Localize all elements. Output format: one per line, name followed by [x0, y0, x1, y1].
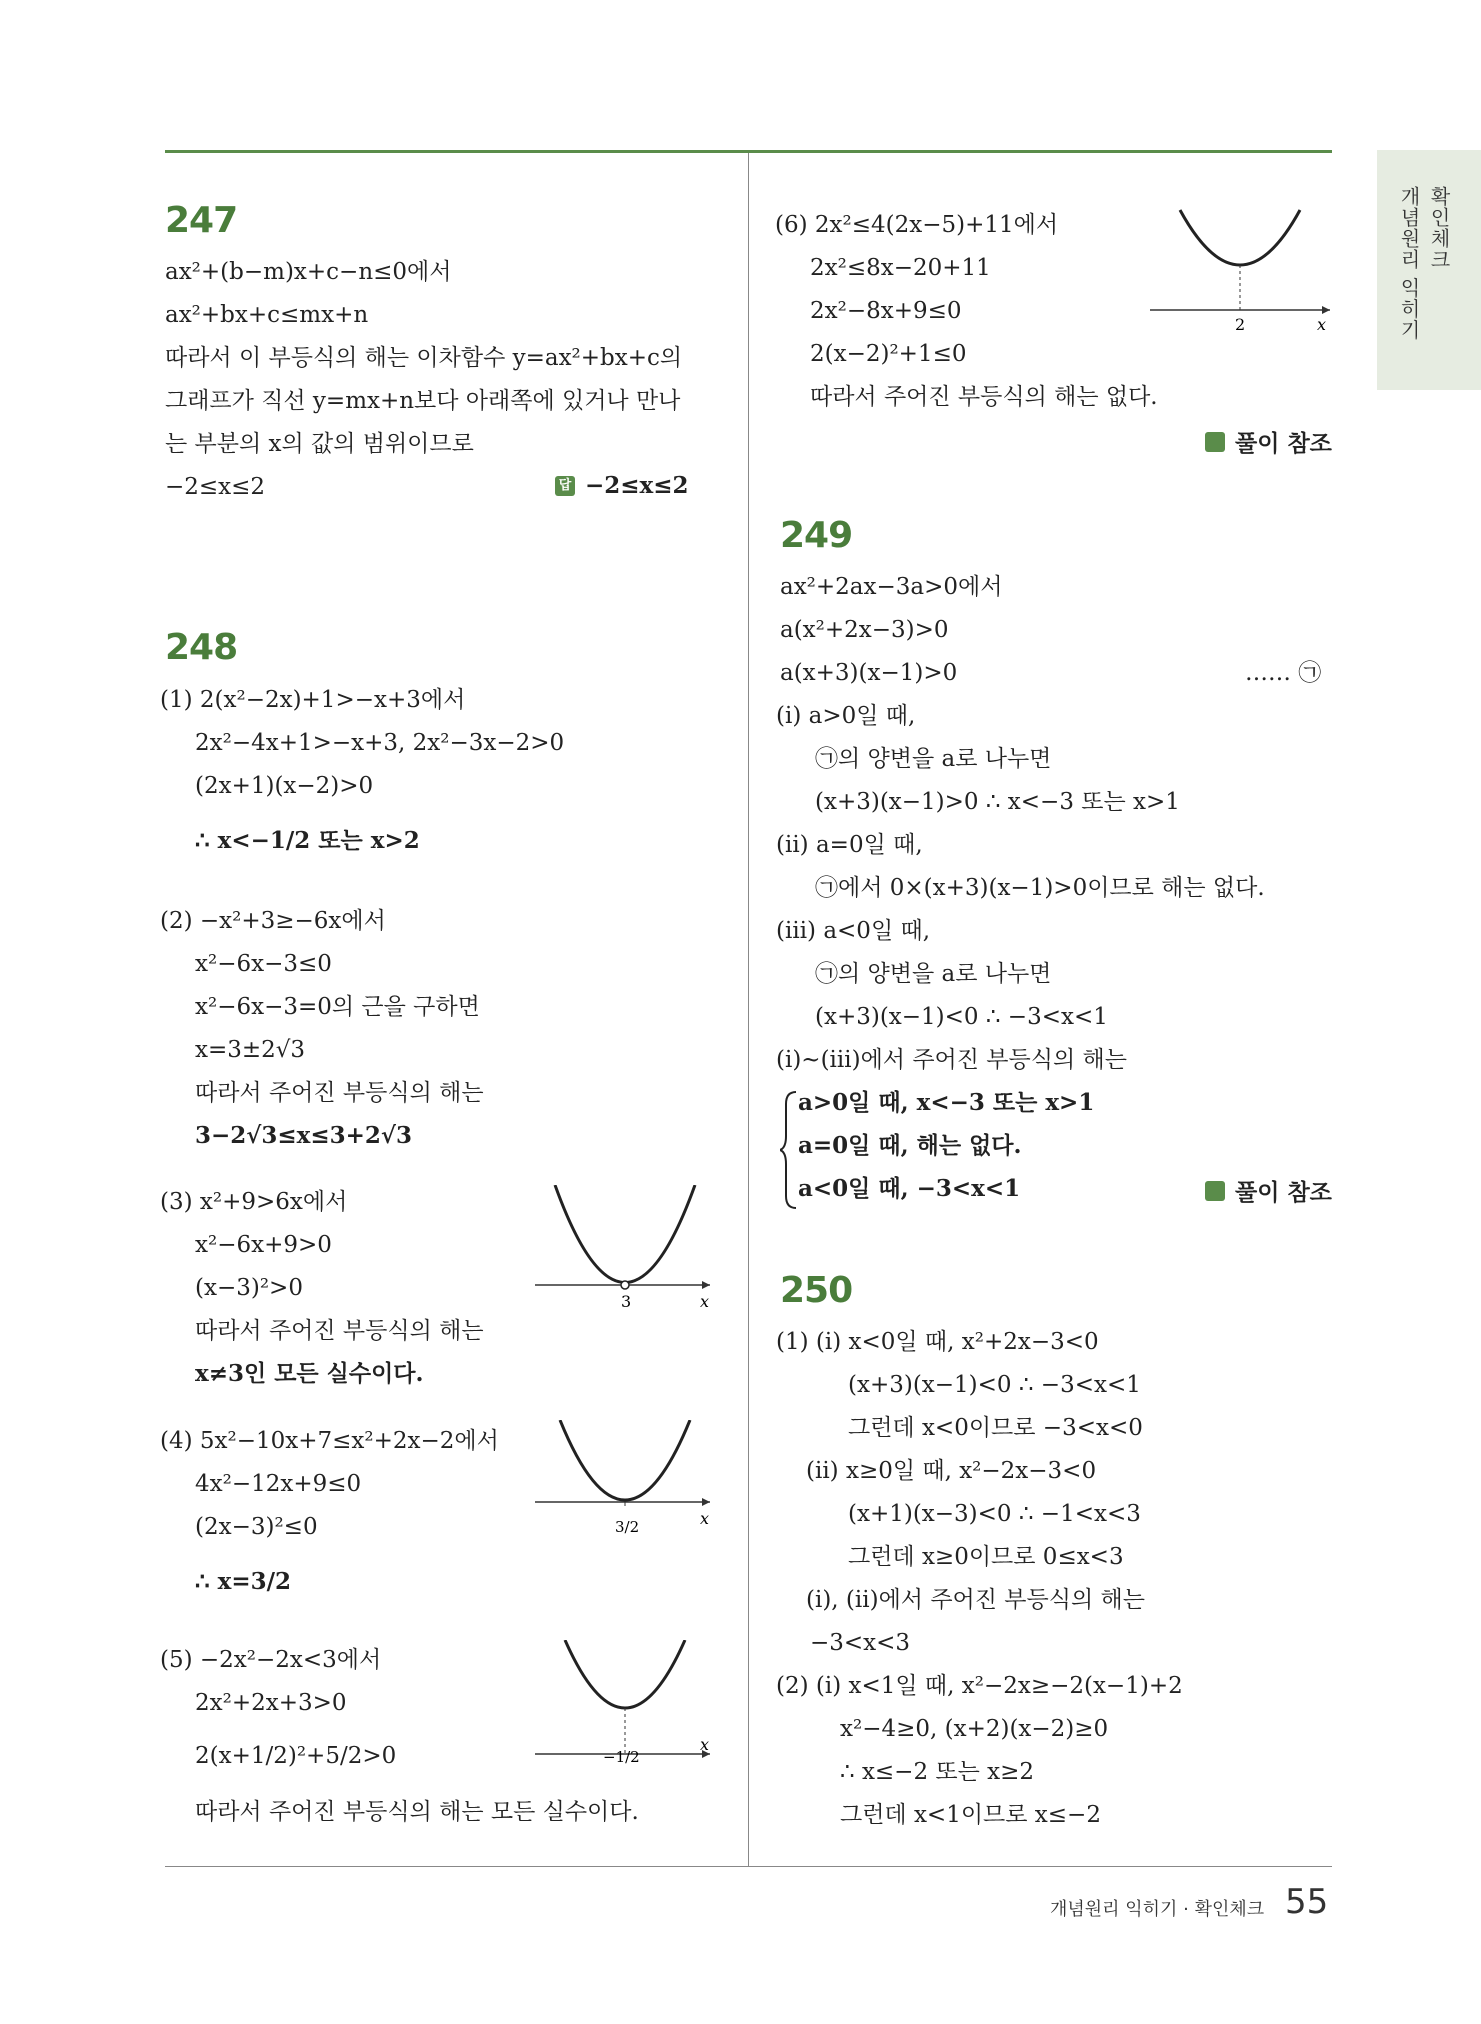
p249-equation-marker: …… ㉠ [1245, 660, 1322, 686]
p248-s5: (5) −2x²−2x<3에서 [160, 1647, 382, 1673]
p249-case: a=0일 때, 해는 없다. [798, 1132, 1022, 1159]
section-tab [1377, 150, 1481, 390]
p249-line: (ⅲ) a<0일 때, [776, 918, 931, 944]
p248-s3: (x−3)²>0 [195, 1275, 303, 1301]
problem-number-248: 248 [165, 627, 238, 668]
p249-line: (x+3)(x−1)<0 ∴ −3<x<1 [815, 1004, 1108, 1030]
graph-tick: 3 [621, 1292, 632, 1311]
problem-number-249: 249 [780, 515, 853, 556]
graph-axis-label: x [700, 1292, 710, 1311]
p248-s1: ∴ x<−1/2 또는 x>2 [195, 827, 420, 854]
parabola-graph-4 [535, 1420, 715, 1550]
parabola-graph-6 [1145, 205, 1335, 335]
p248-s2: (2) −x²+3≥−6x에서 [160, 908, 386, 934]
p248-s4: ∴ x=3/2 [195, 1568, 292, 1595]
p249-line: ㉠의 양변을 a로 나누면 [815, 961, 1052, 987]
graph-tick: 2 [1235, 315, 1246, 334]
p248-s6: 2x²−8x+9≤0 [810, 298, 962, 324]
p248-s1: (2x+1)(x−2)>0 [195, 773, 374, 799]
problem-number-250: 250 [780, 1270, 853, 1311]
p249-case: a<0일 때, −3<x<1 [798, 1175, 1021, 1202]
p248-s5: 2x²+2x+3>0 [195, 1690, 347, 1716]
footer-text: 개념원리 익히기 · 확인체크 [1050, 1899, 1265, 1920]
p248-s3: (3) x²+9>6x에서 [160, 1189, 348, 1215]
p248-s6: (6) 2x²≤4(2x−5)+11에서 [775, 212, 1059, 238]
p250-line: (1) (ⅰ) x<0일 때, x²+2x−3<0 [776, 1329, 1099, 1355]
p247-line: 따라서 이 부등식의 해는 이차함수 y=ax²+bx+c의 [165, 345, 683, 371]
p248-s1: (1) 2(x²−2x)+1>−x+3에서 [160, 687, 466, 713]
p250-line: −3<x<3 [810, 1630, 911, 1656]
p250-line: 그런데 x≥0이므로 0≤x<3 [848, 1544, 1124, 1570]
p248-s2: 3−2√3≤x≤3+2√3 [195, 1122, 413, 1149]
p247-line: ax²+bx+c≤mx+n [165, 302, 369, 328]
answer-badge-icon [1205, 1181, 1225, 1201]
p248-s1: 2x²−4x+1>−x+3, 2x²−3x−2>0 [195, 730, 565, 756]
p247-line: −2≤x≤2 [165, 474, 266, 500]
section-tab-label-2: 확인체크 [1427, 186, 1451, 270]
p249-line: ㉠에서 0×(x+3)(x−1)>0이므로 해는 없다. [815, 875, 1265, 901]
p247-answer [555, 472, 689, 499]
column-divider [748, 153, 749, 1866]
p248-s5: 따라서 주어진 부등식의 해는 모든 실수이다. [195, 1799, 639, 1825]
p248-s2: x=3±2√3 [195, 1037, 306, 1063]
p250-line: (ⅰ), (ⅱ)에서 주어진 부등식의 해는 [806, 1587, 1145, 1613]
parabola-graph-3 [535, 1185, 715, 1315]
bottom-rule [165, 1866, 1332, 1867]
p249-line: ㉠의 양변을 a로 나누면 [815, 746, 1052, 772]
p248-s3: x²−6x+9>0 [195, 1232, 332, 1258]
p250-line: (x+3)(x−1)<0 ∴ −3<x<1 [848, 1372, 1141, 1398]
p247-line: 는 부분의 x의 값의 범위이므로 [165, 431, 474, 457]
graph-axis-label: x [1317, 315, 1327, 334]
p248-s6: 2x²≤8x−20+11 [810, 255, 991, 281]
p248-s3: x≠3인 모든 실수이다. [195, 1360, 424, 1387]
p249-case: a>0일 때, x<−3 또는 x>1 [798, 1089, 1095, 1116]
section-tab-label-1: 개념원리 익히기 [1397, 186, 1421, 341]
graph-tick: −1/2 [603, 1748, 640, 1766]
p248-reference-text: 풀이 참조 [1235, 431, 1332, 457]
p248-s3: 따라서 주어진 부등식의 해는 [195, 1318, 484, 1344]
p248-s6: 2(x−2)²+1≤0 [810, 341, 967, 367]
p249-line: a(x²+2x−3)>0 [780, 617, 949, 643]
p247-answer-text: −2≤x≤2 [585, 472, 689, 499]
p247-line: 그래프가 직선 y=mx+n보다 아래쪽에 있거나 만나 [165, 388, 681, 414]
answer-badge-icon [1205, 432, 1225, 452]
p248-s4: 4x²−12x+9≤0 [195, 1471, 362, 1497]
p249-reference [1205, 1174, 1332, 1207]
graph-tick: 3/2 [615, 1518, 640, 1536]
p250-line: x²−4≥0, (x+2)(x−2)≥0 [840, 1716, 1109, 1742]
p248-s4: (4) 5x²−10x+7≤x²+2x−2에서 [160, 1428, 499, 1454]
p248-s5: 2(x+1/2)²+5/2>0 [195, 1743, 397, 1769]
graph-axis-label: x [700, 1509, 710, 1528]
p250-line: 그런데 x<0이므로 −3<x<0 [848, 1415, 1143, 1441]
problem-number-247: 247 [165, 200, 238, 241]
p250-line: ∴ x≤−2 또는 x≥2 [840, 1759, 1035, 1785]
p249-line: (x+3)(x−1)>0 ∴ x<−3 또는 x>1 [815, 789, 1180, 815]
p248-reference [1205, 425, 1332, 458]
case-brace [780, 1090, 800, 1210]
p247-line: ax²+(b−m)x+c−n≤0에서 [165, 259, 452, 285]
p250-line: (ⅱ) x≥0일 때, x²−2x−3<0 [806, 1458, 1097, 1484]
p249-reference-text: 풀이 참조 [1235, 1180, 1332, 1206]
p248-s6: 따라서 주어진 부등식의 해는 없다. [810, 384, 1158, 410]
p249-line: (ⅰ) a>0일 때, [776, 703, 916, 729]
p248-s2: 따라서 주어진 부등식의 해는 [195, 1080, 484, 1106]
p250-line: (2) (ⅰ) x<1일 때, x²−2x≥−2(x−1)+2 [776, 1673, 1183, 1699]
p249-line: ax²+2ax−3a>0에서 [780, 574, 1003, 600]
p249-line: (ⅱ) a=0일 때, [776, 832, 923, 858]
answer-badge: 답 [555, 476, 575, 496]
page-number: 55 [1285, 1882, 1329, 1922]
p248-s2: x²−6x−3≤0 [195, 951, 332, 977]
p250-line: (x+1)(x−3)<0 ∴ −1<x<3 [848, 1501, 1141, 1527]
p250-line: 그런데 x<1이므로 x≤−2 [840, 1802, 1101, 1828]
p248-s2: x²−6x−3=0의 근을 구하면 [195, 994, 480, 1020]
p248-s4: (2x−3)²≤0 [195, 1514, 318, 1540]
p249-line: (ⅰ)~(ⅲ)에서 주어진 부등식의 해는 [776, 1047, 1127, 1073]
graph-axis-label: x [700, 1735, 710, 1754]
p249-line: a(x+3)(x−1)>0 [780, 660, 958, 686]
parabola-graph-5 [535, 1640, 715, 1770]
